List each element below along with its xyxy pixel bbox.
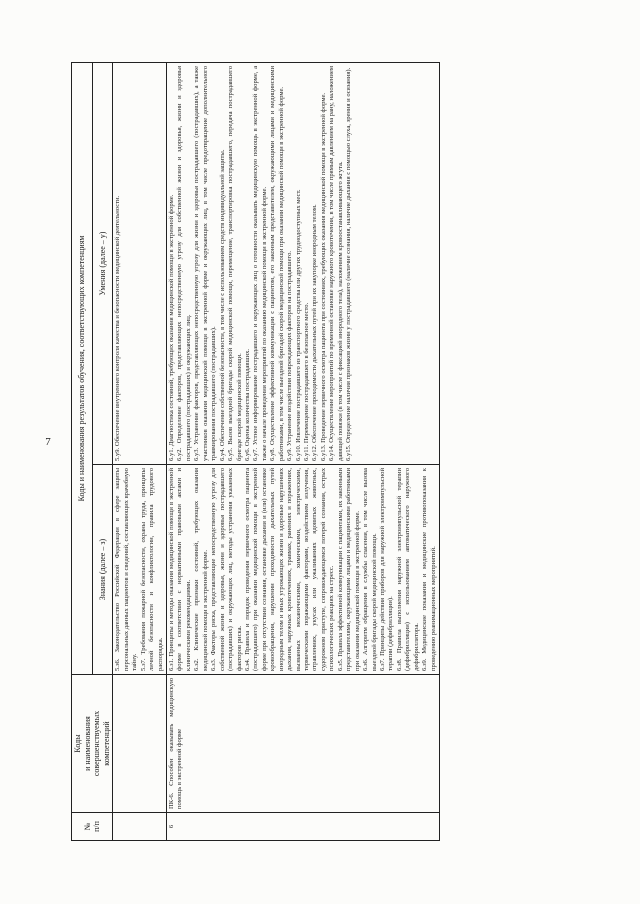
header-knowledge: Знания (далее – з) (92, 465, 113, 675)
header-num: № п/п (72, 813, 113, 841)
competencies-table (71, 62, 440, 841)
row-num (113, 813, 167, 841)
row-num: 6 (167, 813, 440, 841)
row-skills: 6.у1. Диагностика состояний, требующих оказания медицинской помощи в экстренной форме. 6.у2. Определение факторов, представляющих непосредственную угрозу для собственной жизни и здоровья, жизни и здоровья пострадавшего (пострадавших) и окружающих лиц. 6.у3. Устранение факторов, представляющих непосредственную угрозу для жизни и здоровья пострадавшего (пострадавших), а также участников оказания медицинской помощи в экстренной форме и окружающих лиц, в том числе предотвращение дополнительного травмирования пострадавшего (пострадавших). 6.у4. Обеспечение собственной безопасности, в том числе с использованием средств индивидуальной защиты. 6.у5. Вызов выездной бригады скорой медицинской помощи, перемещение, транспортировка пострадавшего, передача пострадавшего бригаде скорой медицинской помощи. 6.у6. Оценка количества пострадавших. 6.у7. Устное информирование пострадавшего и окружающих лиц о готовности оказывать медицинскую помощь в экстренной форме, а также о начале проведения мероприятий по оказанию медицинской помощи в экстренной форме. 6.у8. Осуществление эффективной коммуникации с пациентом, его законным представителем, окружающими лицами и медицинскими работниками, в том числе выездной бригадой скорой медицинской помощи при оказании медицинской помощи в экстренной форме. 6.у9. Устранение воздействия повреждающих факторов на пострадавшего. 6.у10. Извлечение пострадавшего из транспортного средства или других труднодоступных мест. 6.у11. Перемещение пострадавшего в безопасное место. 6.у12. Обеспечение проходимости дыхательных путей при их закупорке инородным телом. 6.у13. Проведение первичного осмотра пациента при состояниях, требующих оказания медицинской помощи в экстренной форме. 6.у14. Осуществление мероприятий по временной остановке наружного кровотечения, в том числе прямым давлением на рану, наложением давящей повязки (в том числе с фиксацией инородного тела), наложением кровоостанавливающего жгута. 6.у15. Определение наличия признаков жизни у пострадавшего (наличие сознания, наличие дыхания с помощью слуха, зрения и осязания). (167, 62, 440, 464)
header-group: Коды и наименования результатов обучения, соответствующих компетенциям (72, 62, 93, 674)
table-row (113, 62, 167, 840)
header-row (72, 62, 93, 840)
page-number: 7 (45, 436, 51, 448)
row-knowledge: 5.з6. Законодательство Российской Федерации в сфере защиты персональных данных пациентов и сведений, составляющих врачебную тайну. 5.з7. Требования пожарной безопасности, охраны труда, принципы личной безопасности и конфликтологии, правила трудового распорядка. (113, 465, 167, 675)
row-code (113, 675, 167, 813)
row-knowledge: 6.з1. Принципы и методы оказания медицинской помощи в экстренной форме в соответствии с нормативными правовыми актами и клиническими рекомендациями. 6.з2. Клинические признаки состояний, требующих оказания медицинской помощи в экстренной форме. 6.з3. Факторы риска, представляющие непосредственную угрозу для собственной жизни и здоровья, жизни и здоровья пострадавшего (пострадавших) и окружающих лиц, методы устранения указанных факторов риска. 6.з4. Правила и порядок проведения первичного осмотра пациента (пострадавшего) при оказании медицинской помощи в экстренной форме при отсутствии сознания, остановке дыхания и (или) остановке кровообращения, нарушении проходимости дыхательных путей инородным телом и иных угрожающих жизни и здоровью нарушениях дыхания, наружных кровотечениях, травмах, ранениях и поражениях, вызванных механическими, химическими, электрическими, термическими поражающими факторами, воздействием излучения, отравлениях, укусах или ужаливаниях ядовитых животных, судорожном приступе, сопровождающемся потерей сознания, острых психологических реакциях на стресс. 6.з5. Правила эффективной коммуникации с пациентами, их законными представителями, окружающими лицами и медицинскими работниками при оказании медицинской помощи в экстренной форме. 6.з6. Алгоритм обращения в службы спасения, в том числе вызова выездной бригады скорой медицинской помощи. 6.з7. Принципы действия приборов для наружной электроимпульсной терапии (дефибрилляции). 6.з8. Правила выполнения наружной электроимпульсной терапии (дефибрилляции) с использованием автоматического наружного дефибриллятора. 6.з9. Медицинские показания и медицинские противопоказания к проведению реанимационных мероприятий. (167, 465, 440, 675)
header-skills: Умения (далее – у) (92, 62, 113, 464)
row-code: ПК-6. Способен оказывать медицинскую помощь в экстренной форме (167, 675, 440, 813)
table-row (167, 62, 440, 840)
header-code: Коды и наименования совершенствуемых компетенций (72, 675, 113, 813)
rotated-table-container (71, 63, 611, 841)
row-skills: 5.у9. Обеспечение внутреннего контроля качества и безопасности медицинской деятельности. (113, 62, 167, 464)
